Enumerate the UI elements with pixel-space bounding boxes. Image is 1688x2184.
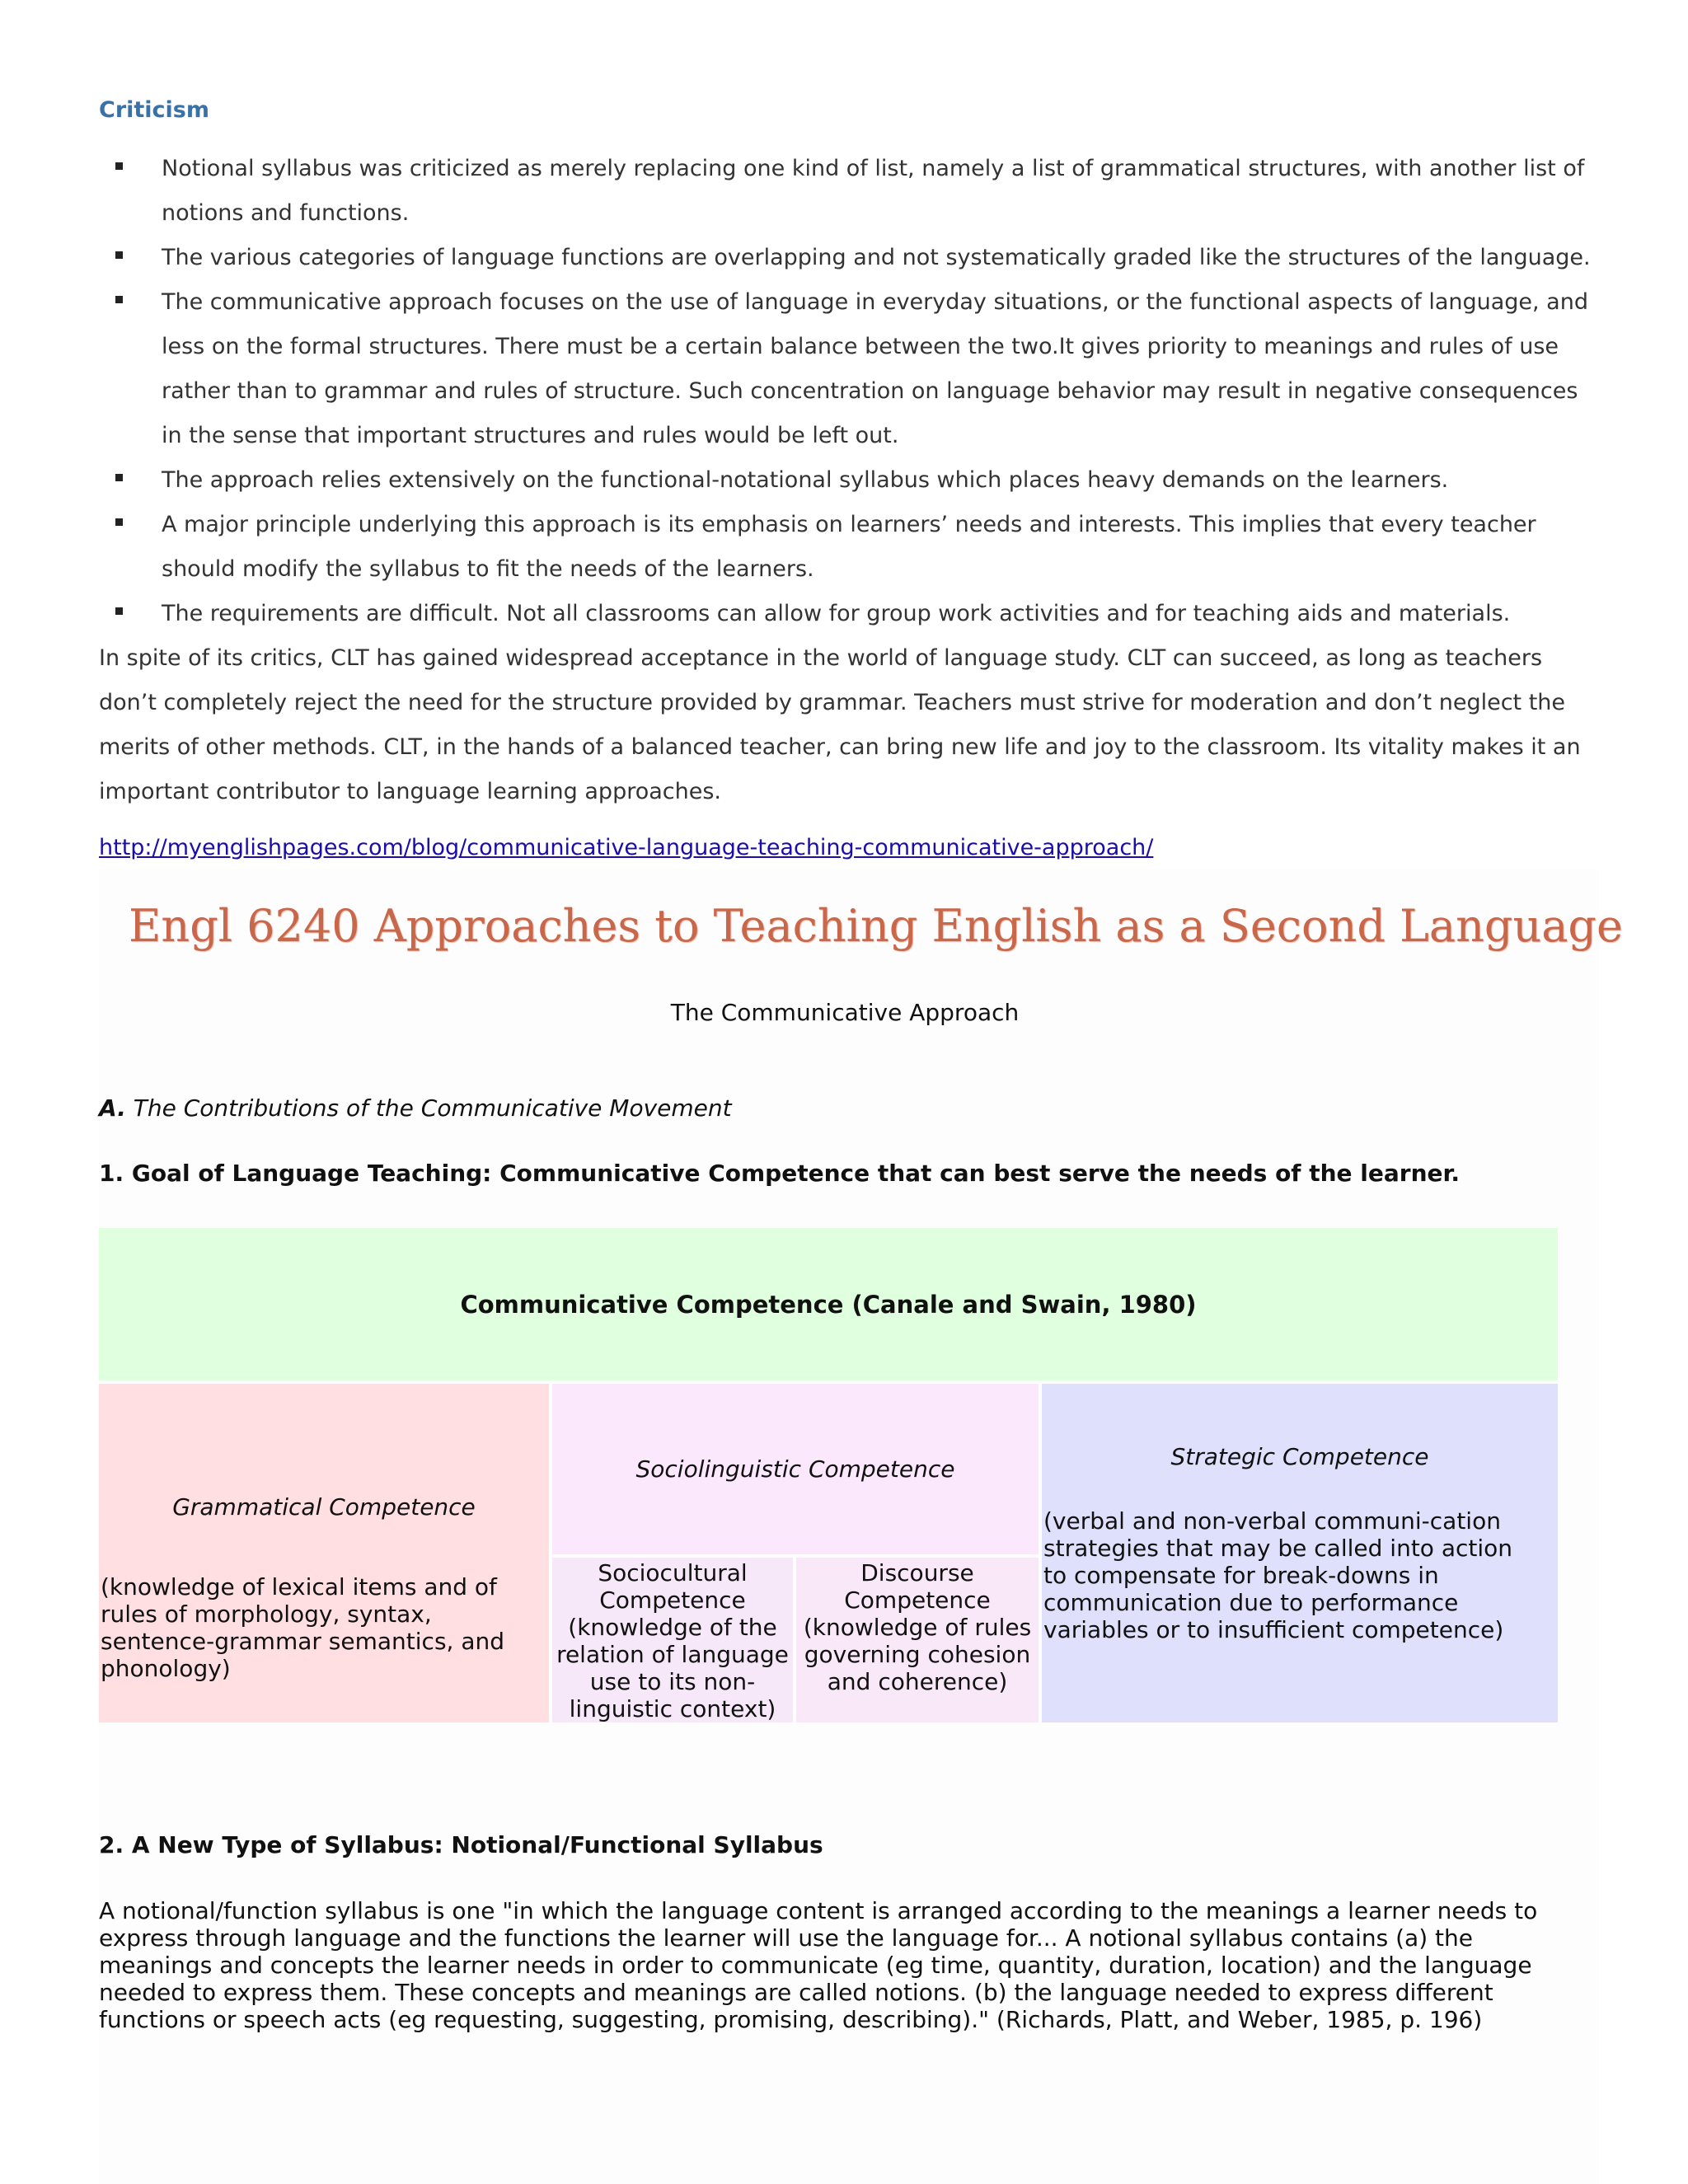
approach-title: The Communicative Approach <box>670 999 1020 1026</box>
list-item <box>99 503 1591 592</box>
bullet-text: Notional syllabus was criticized as merely replacing one kind of list, namely a list of grammatical structures, with another list of notions and functions. <box>162 156 1585 226</box>
competence-table-header: Communicative Competence (Canale and Swain, 1980) <box>99 1228 1558 1380</box>
sociocultural-competence-cell: Sociocultural Competence (knowledge of the relation of language use to its non-linguistic context) <box>552 1558 793 1722</box>
goal-heading: 1. Goal of Language Teaching: Communicative Competence that can best serve the needs of the learner. <box>99 1160 1460 1187</box>
bullet-text: The approach relies extensively on the functional-notational syllabus which places heavy demands on the learners. <box>162 467 1449 493</box>
list-item <box>99 592 1591 636</box>
section-a-letter: A. <box>99 1094 126 1122</box>
course-banner-image-text: Engl 6240 Approaches to Teaching English as a Second Language <box>129 900 1623 952</box>
square-bullet-icon <box>115 162 123 170</box>
grammatical-competence-desc: (knowledge of lexical items and of rules of morphology, syntax, sentence-grammar semantics, and phonology) <box>101 1573 505 1682</box>
summary-paragraph: In spite of its critics, CLT has gained widespread acceptance in the world of language study. CLT can succeed, as long as teachers don’t completely reject the need for the structure provided by grammar. Teachers must strive for moderation and don’t neglect the merits of other methods. CLT, in the hands of a balanced teacher, can bring new life and joy to the classroom. Its vitality makes it an important contributor to language learning approaches. <box>99 645 1581 804</box>
list-item <box>99 458 1591 503</box>
square-bullet-icon <box>115 607 123 615</box>
square-bullet-icon <box>115 518 123 526</box>
bullet-text: The requirements are difficult. Not all classrooms can allow for group work activities and for teaching aids and materials. <box>162 601 1511 626</box>
strategic-competence-cell <box>1042 1384 1558 1722</box>
criticism-heading: Criticism <box>99 97 210 123</box>
square-bullet-icon <box>115 251 123 259</box>
sociolinguistic-competence-cell: Sociolinguistic Competence <box>552 1384 1039 1554</box>
strategic-competence-desc: (verbal and non-verbal communi-cation strategies that may be called into action to compensate for break-downs in communication due to performance variables or to insufficient competence) <box>1043 1507 1513 1643</box>
bullet-text: A major principle underlying this approach is its emphasis on learners’ needs and interests. This implies that every teacher should modify the syllabus to fit the needs of the learners. <box>162 512 1536 582</box>
criticism-bullet-list <box>99 147 1591 636</box>
strategic-competence-name: Strategic Competence <box>1170 1443 1429 1470</box>
list-item <box>99 147 1591 236</box>
syllabus-heading: 2. A New Type of Syllabus: Notional/Functional Syllabus <box>99 1831 823 1858</box>
square-bullet-icon <box>115 296 123 303</box>
bullet-text: The communicative approach focuses on the use of language in everyday situations, or the functional aspects of language, and less on the formal structures. There must be a certain balance between the two.It gives priority to meanings and rules of use rather than to grammar and rules of structure. Such concentration on language behavior may result in negative consequences in the sense that important structures and rules would be left out. <box>162 289 1588 448</box>
grammatical-competence-cell <box>99 1384 549 1722</box>
square-bullet-icon <box>115 474 123 481</box>
grammatical-competence-name: Grammatical Competence <box>172 1493 476 1521</box>
competence-table <box>99 1228 1558 1722</box>
section-a-heading <box>99 1094 732 1122</box>
discourse-competence-cell: Discourse Competence (knowledge of rules governing cohesion and coherence) <box>796 1558 1039 1722</box>
list-item <box>99 236 1591 280</box>
syllabus-paragraph: A notional/function syllabus is one "in which the language content is arranged according to the meanings a learner needs to express through language and the functions the learner will use the language for... A notional syllabus contains (a) the meanings and concepts the learner needs in order to communicate (eg time, quantity, duration, location) and the language needed to express them. These concepts and meanings are called notions. (b) the language needed to express different functions or speech acts (eg requesting, suggesting, promising, describing)." (Richards, Platt, and Weber, 1985, p. 196) <box>99 1897 1538 2033</box>
bullet-text: The various categories of language functions are overlapping and not systematically graded like the structures of the language. <box>162 245 1591 270</box>
source-link[interactable]: http://myenglishpages.com/blog/communicative-language-teaching-communicative-approach/ <box>99 835 1154 860</box>
list-item <box>99 280 1591 458</box>
section-a-text: The Contributions of the Communicative Movement <box>125 1094 732 1122</box>
